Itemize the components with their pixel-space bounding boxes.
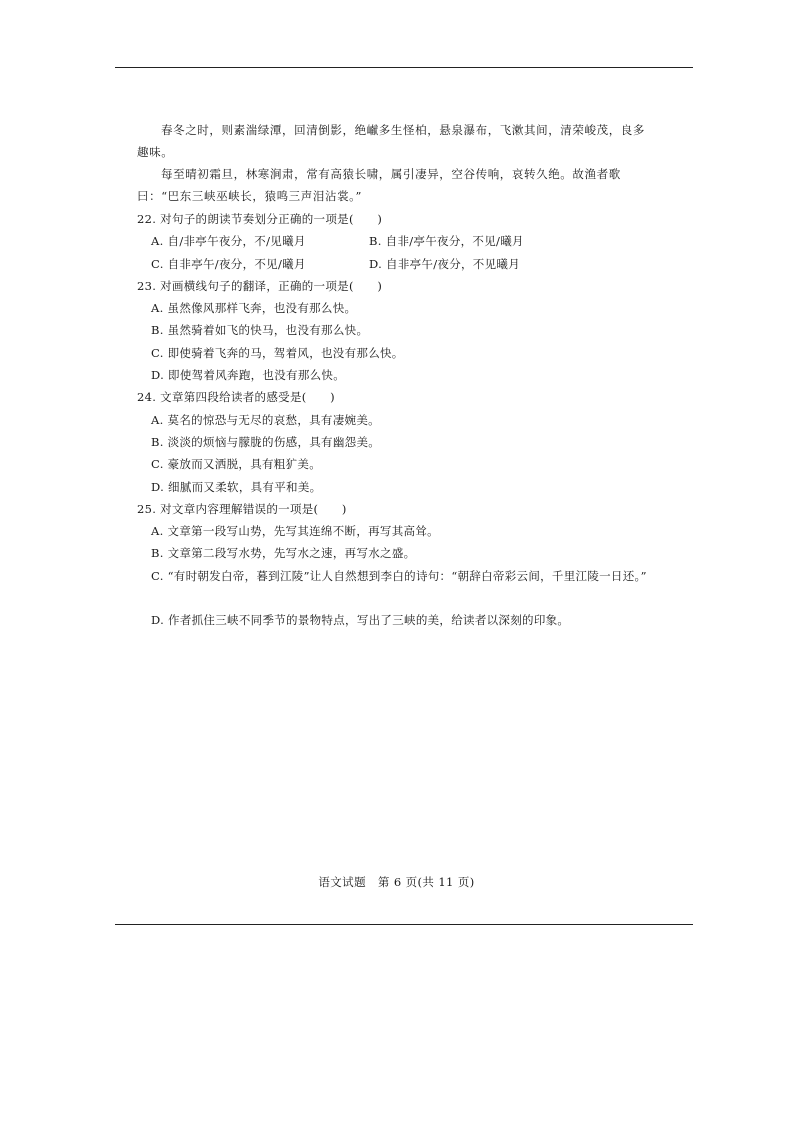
option-d: D. 细腻而又柔软，具有平和美。 xyxy=(151,479,322,494)
question-24 xyxy=(137,386,657,497)
blank-gap xyxy=(137,587,657,609)
question-stem: 25. 对文章内容理解错误的一项是( ) xyxy=(137,501,347,516)
option-b: B. 自非/亭午夜分，不见/曦月 xyxy=(369,234,524,249)
option-b: B. 淡淡的烦恼与朦胧的伤感，具有幽怨美。 xyxy=(151,434,381,449)
passage xyxy=(137,119,657,207)
bottom-rule xyxy=(115,924,693,925)
passage-paragraph-1: 春冬之时，则素湍绿潭，回清倒影，绝𪩘多生怪柏，悬泉瀑布，飞漱其间，清荣峻茂，良多趣味。 xyxy=(137,123,645,159)
question-23 xyxy=(137,275,657,386)
page-footer: 语文试题 第 6 页(共 11 页) xyxy=(318,875,475,889)
question-list xyxy=(137,208,657,631)
question-stem: 23. 对画横线句子的翻译，正确的一项是( ) xyxy=(137,278,383,293)
option-a: A. 文章第一段写山势，先写其连绵不断，再写其高耸。 xyxy=(151,524,439,539)
option-a: A. 莫名的惊恐与无尽的哀愁，具有凄婉美。 xyxy=(151,412,380,427)
question-22 xyxy=(137,208,657,275)
option-a: A. 自/非亭午夜分，不/见曦月 xyxy=(151,234,306,249)
option-c: C. 即使骑着飞奔的马，驾着风，也没有那么快。 xyxy=(151,345,404,360)
option-c: C. “有时朝发白帝，暮到江陵”让人自然想到李白的诗句：“朝辞白帝彩云间，千里江陵一日还。” xyxy=(151,568,647,583)
option-b: B. 文章第二段写水势，先写水之速，再写水之盛。 xyxy=(151,546,416,561)
top-rule xyxy=(115,67,693,68)
option-d: D. 即使驾着风奔跑，也没有那么快。 xyxy=(151,368,346,383)
option-d: D. 自非亭午/夜分，不见曦月 xyxy=(369,256,520,271)
question-25 xyxy=(137,498,657,631)
option-b: B. 虽然骑着如飞的快马，也没有那么快。 xyxy=(151,323,369,338)
option-c: C. 自非亭午/夜分，不见/曦月 xyxy=(151,256,306,271)
option-a: A. 虽然像风那样飞奔，也没有那么快。 xyxy=(151,301,357,316)
option-c: C. 豪放而又洒脱，具有粗犷美。 xyxy=(151,457,321,472)
passage-paragraph-2: 每至晴初霜旦，林寒涧肃，常有高猿长啸，属引凄异，空谷传响，哀转久绝。故渔者歌曰：“巴东三峡巫峡长，猿鸣三声泪沾裳。” xyxy=(137,167,621,203)
question-stem: 24. 文章第四段给读者的感受是( ) xyxy=(137,390,335,405)
question-stem: 22. 对句子的朗读节奏划分正确的一项是( ) xyxy=(137,212,383,226)
option-d: D. 作者抓住三峡不同季节的景物特点，写出了三峡的美，给读者以深刻的印象。 xyxy=(151,613,570,628)
